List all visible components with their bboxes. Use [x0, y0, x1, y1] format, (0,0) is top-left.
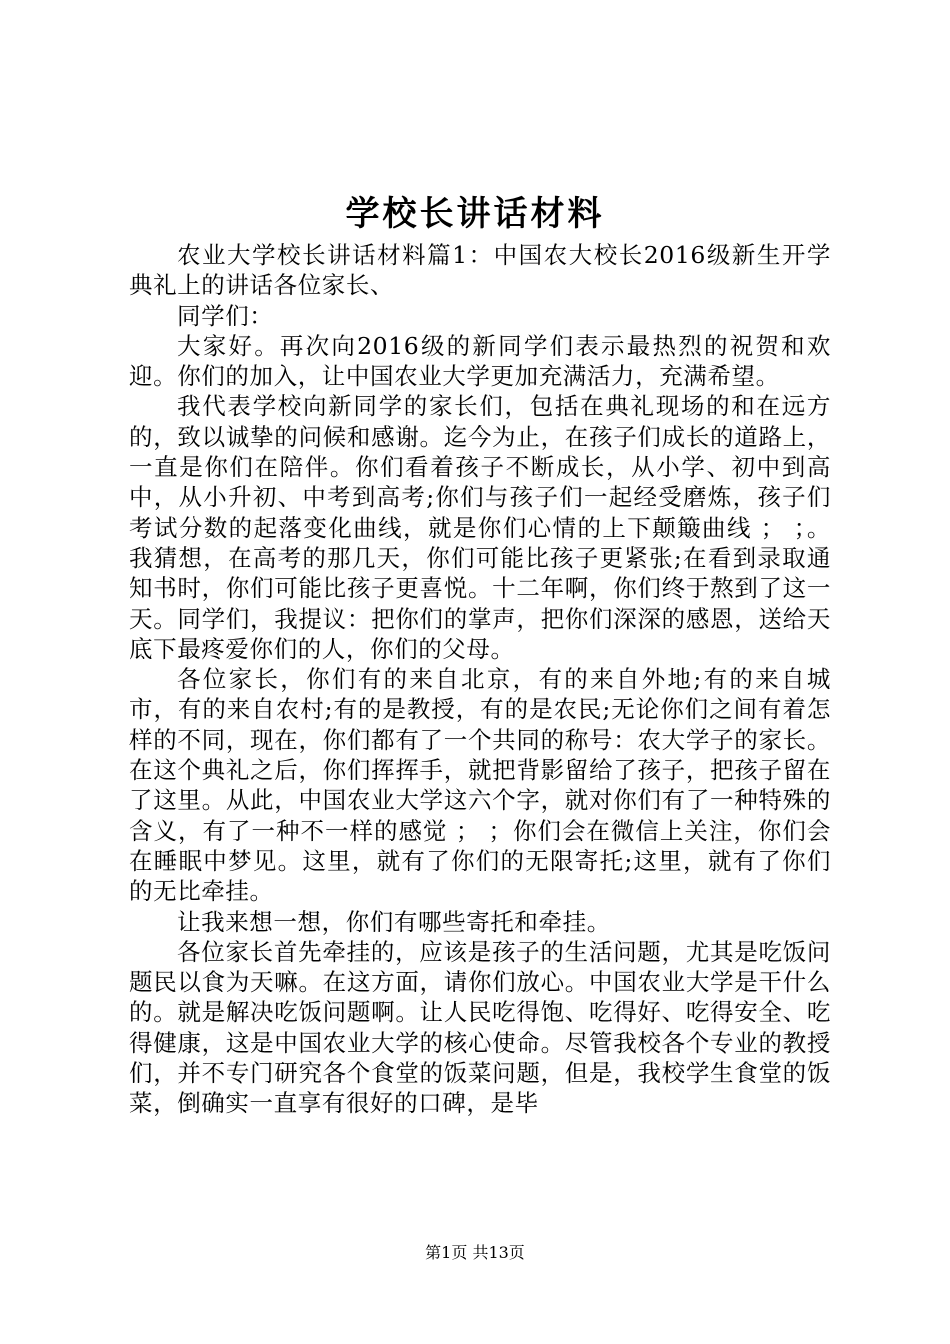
paragraph: 同学们： [177, 301, 274, 330]
paragraph: 大家好。再次向2016级的新同学们表示最热烈的祝贺和欢迎。你们的加入，让中国农业大学更加充满活力，充满希望。 [129, 331, 831, 391]
page-footer: 第1页 共13页 [425, 1243, 525, 1262]
document-body [129, 240, 831, 1119]
paragraph: 农业大学校长讲话材料篇1：中国农大校长2016级新生开学典礼上的讲话各位家长、 [129, 241, 831, 300]
paragraph: 让我来想一想，你们有哪些寄托和牵挂。 [177, 907, 611, 936]
page-title: 学校长讲话材料 [345, 194, 605, 234]
paragraph: 我代表学校向新同学的家长们，包括在典礼现场的和在远方的，致以诚挚的问候和感谢。迄今为止，在孩子们成长的道路上，一直是你们在陪伴。你们看着孩子不断成长，从小学、初中到高中，从小升初、中考到高考;你们与孩子们一起经受磨炼，孩子们考试分数的起落变化曲线，就是你们心情的上下颠簸曲线 ； ；。我猜想，在高考的那几天，你们可能比孩子更紧张;在看到录取通知书时，你们可能比孩子更喜悦。十二年啊，你们终于熬到了这一天。同学们，我提议：把你们的掌声，把你们深深的感恩，送给天底下最疼爱你们的人，你们的父母。 [129, 392, 831, 663]
paragraph: 各位家长首先牵挂的，应该是孩子的生活问题，尤其是吃饭问题民以食为天嘛。在这方面，请你们放心。中国农业大学是干什么的。就是解决吃饭问题啊。让人民吃得饱、吃得好、吃得安全、吃得健康，这是中国农业大学的核心使命。尽管我校各个专业的教授们，并不专门研究各个食堂的饭菜问题，但是，我校学生食堂的饭菜，倒确实一直享有很好的口碑，是毕 [129, 937, 831, 1118]
paragraph: 各位家长，你们有的来自北京，有的来自外地;有的来自城市，有的来自农村;有的是教授，有的是农民;无论你们之间有着怎样的不同，现在，你们都有了一个共同的称号：农大学子的家长。在这个典礼之后，你们挥挥手，就把背影留给了孩子，把孩子留在了这里。从此，中国农业大学这六个字，就对你们有了一种特殊的含义，有了一种不一样的感觉 ； ；你们会在微信上关注，你们会在睡眠中梦见。这里，就有了你们的无限寄托;这里，就有了你们的无比牵挂。 [129, 665, 831, 906]
